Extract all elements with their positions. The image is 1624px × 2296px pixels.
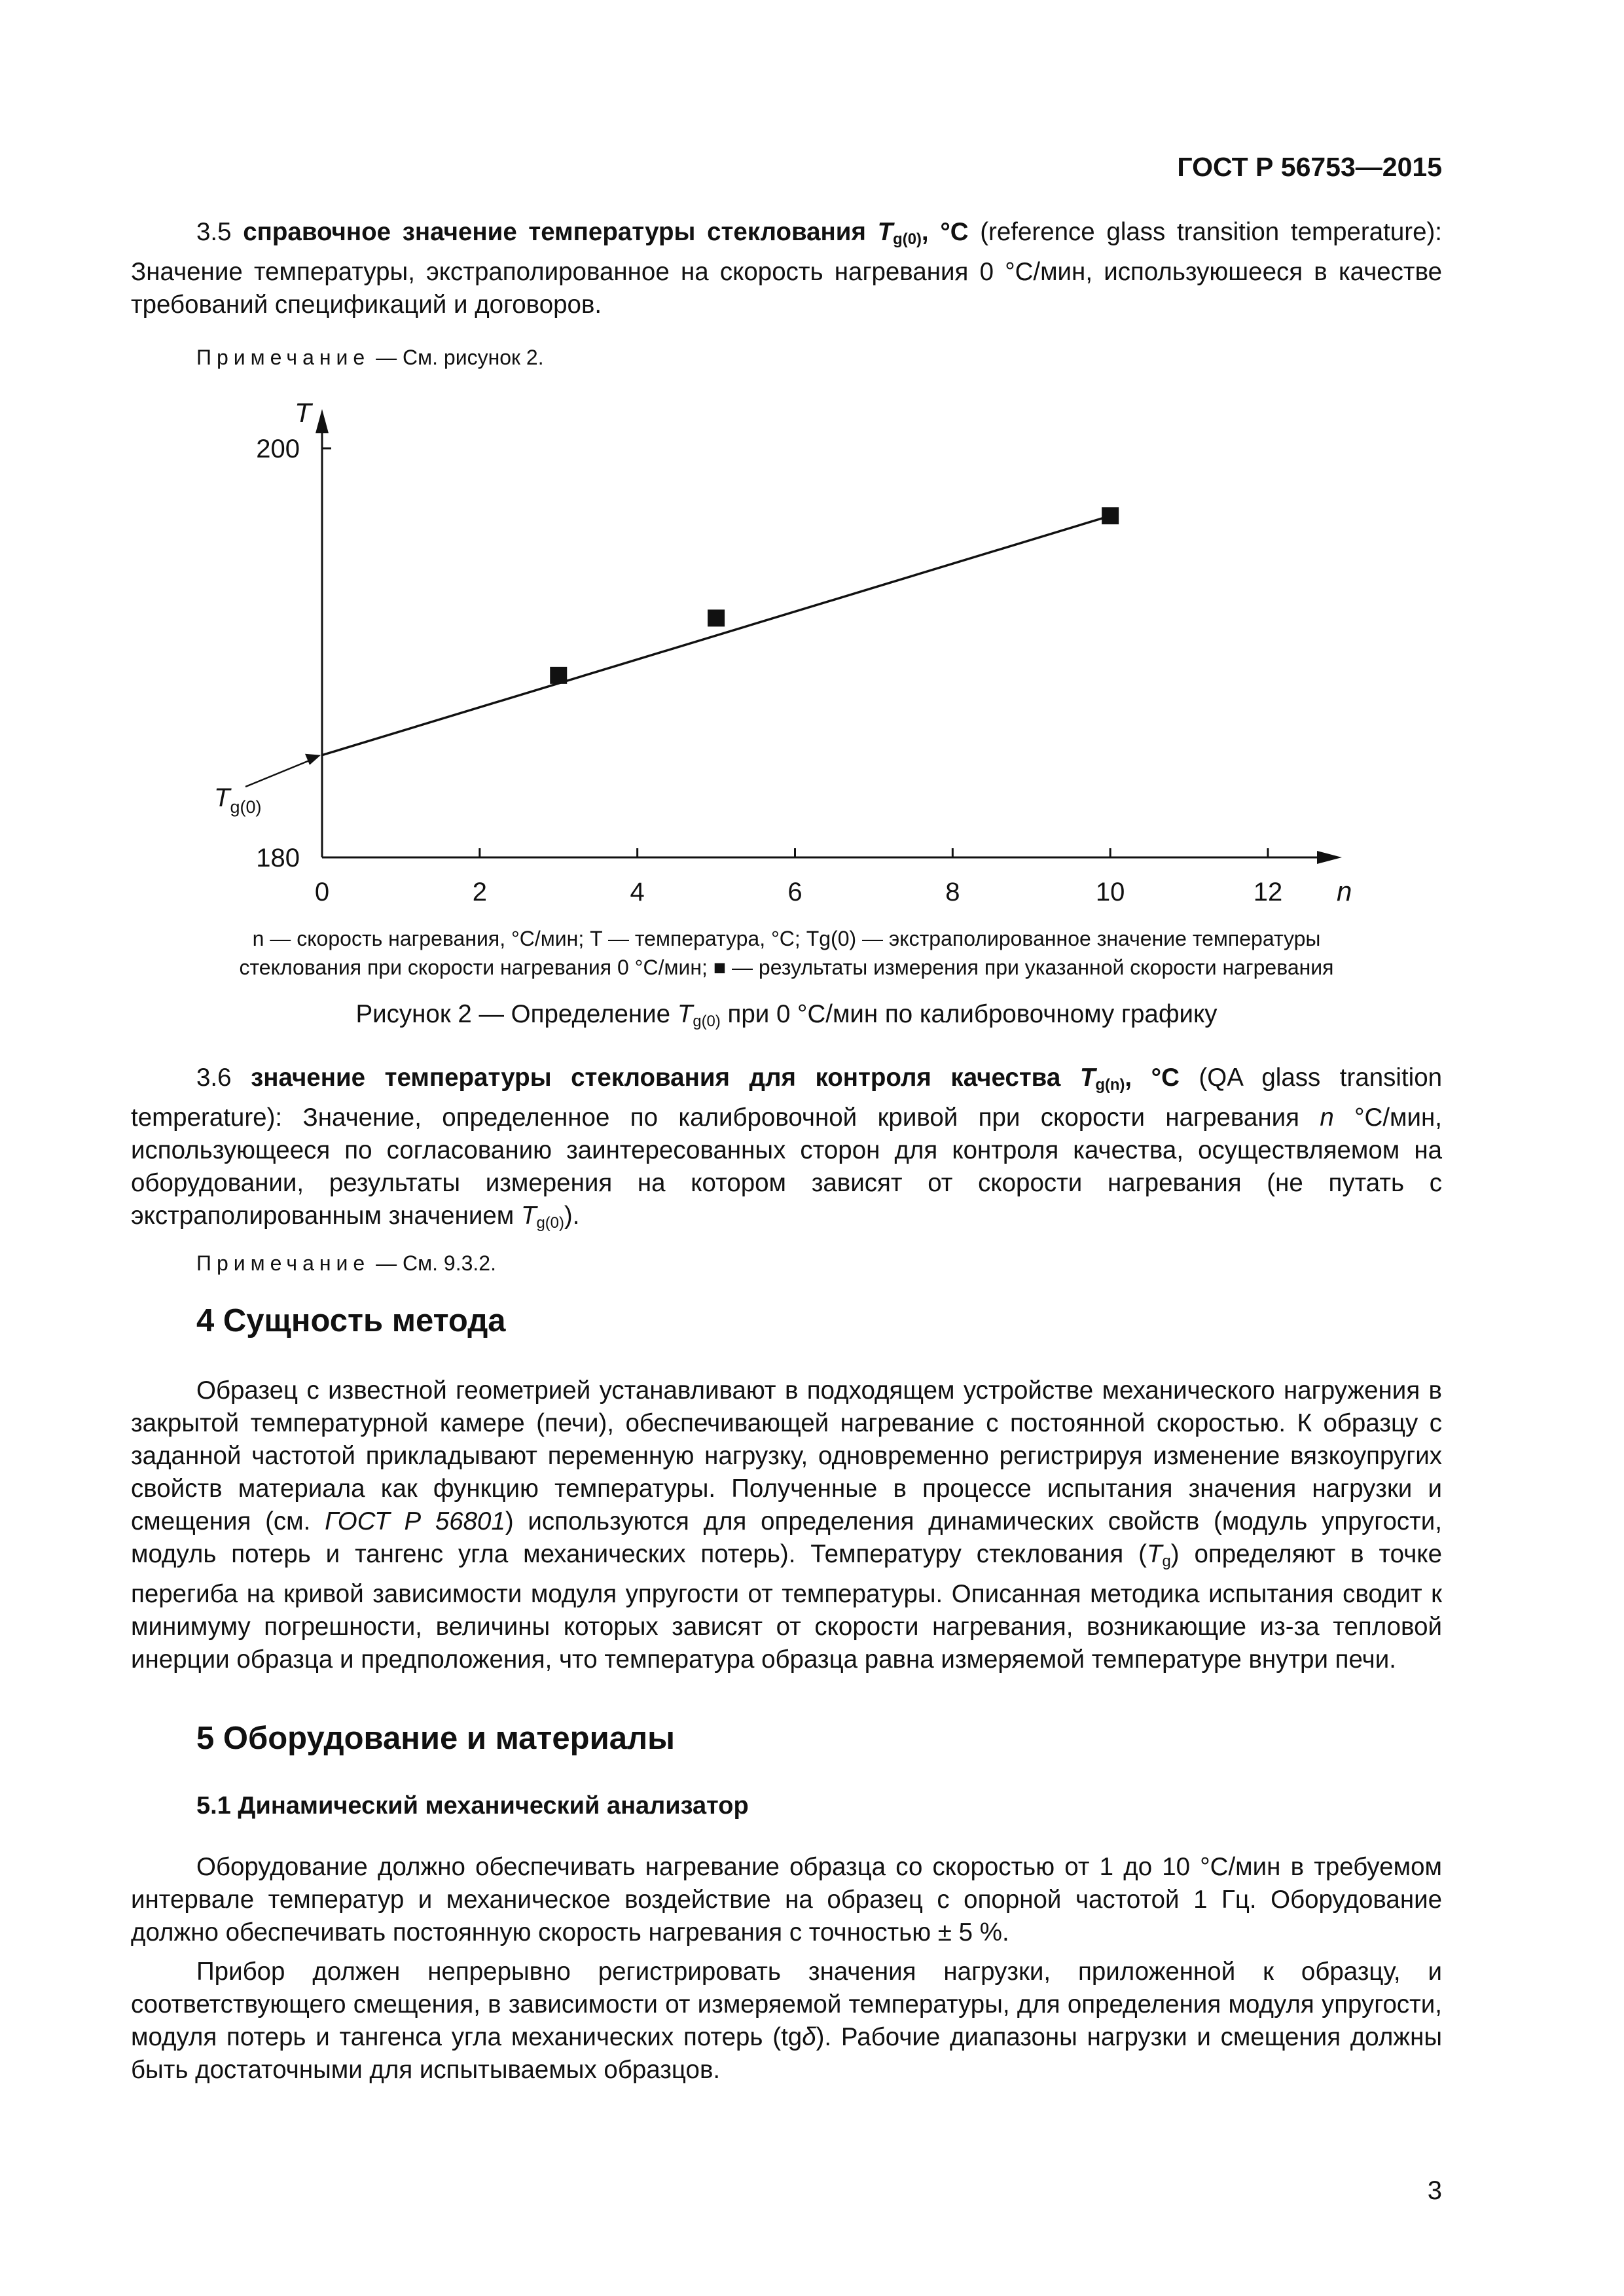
caption-text-post: при 0 °С/мин по калибровочному графику <box>727 1000 1218 1028</box>
term-unit: , °C <box>1125 1064 1180 1092</box>
caption-subscript: g(0) <box>693 1012 721 1030</box>
paragraph-text-b: ) используются для определения динамических свойств (модуль упругости, модуль потерь и тангенс угла механических потерь). Температуру стеклования ( <box>131 1507 1442 1568</box>
note-text: — См. рисунок 2. <box>376 346 544 369</box>
end-text: ). <box>564 1201 580 1230</box>
term-text: справочное значение температуры стеклования <box>243 218 866 246</box>
definition-text-b: °С/мин, использующееся по согласованию заинтересованных сторон для контроля качества, осуществляемом на оборудовании, результаты измерения на котором зависят от скорости нагревания (не путать с экстраполированным значением <box>131 1103 1442 1230</box>
y-tick-label: 180 <box>256 844 300 872</box>
calibration-line <box>322 516 1110 755</box>
y-axis-label: T <box>295 397 312 428</box>
x-tick-label: 2 <box>472 878 487 906</box>
tg-symbol: T <box>1146 1540 1163 1568</box>
definition-text: (reference glass transition temperature): Значение температуры, экстраполированное на скорость нагревания 0 °С/мин, используюшееся в качестве требований спецификаций и договоров. <box>131 218 1442 319</box>
note-1 <box>196 346 544 370</box>
annotation-arrow-line <box>245 759 313 787</box>
term-symbol: T <box>1079 1064 1096 1092</box>
y-axis-arrow <box>316 409 329 433</box>
figure-caption <box>131 1000 1442 1031</box>
note-label: Примечание <box>196 346 370 369</box>
calibration-chart <box>0 380 1624 923</box>
legend-line-2: стеклования при скорости нагревания 0 °С/мин; ■ — результаты измерения при указанной скорости нагревания <box>239 956 1334 979</box>
section-5-heading: 5 Оборудование и материалы <box>196 1721 675 1756</box>
annotation-arrowhead <box>305 754 321 765</box>
end-symbol: T <box>520 1201 537 1230</box>
data-point-marker <box>1102 507 1119 524</box>
term-subscript: g(0) <box>893 230 922 248</box>
section-number: 3.6 <box>196 1064 232 1092</box>
x-tick-label: 6 <box>787 878 803 906</box>
x-tick-label: 8 <box>945 878 960 906</box>
term-text: значение температуры стеклования для контроля качества <box>251 1064 1061 1092</box>
section-3-5-paragraph <box>131 216 1442 321</box>
paragraph-text-a: Образец с известной геометрией устанавливают в подходящем устройстве механического нагружения в закрытой температурной камере (печи), обеспечивающей нагревание с постоянной скоростью. К образцу с заданной частотой прикладывают переменную нагрузку, одновременно регистрируя изменение вязкоупругих свойств материала как функцию температуры. Полученные в процессе испытания значения нагрузки и смещения (см. <box>131 1376 1442 1535</box>
x-tick-label: 12 <box>1253 878 1283 906</box>
term-title <box>251 1064 1180 1092</box>
end-subscript: g(0) <box>536 1213 564 1232</box>
section-5-1-paragraph-1: Оборудование должно обеспечивать нагревание образца со скоростью от 1 до 10 °С/мин в требуемом интервале температур и механическое воздействие на образец с опорной частотой 1 Гц. Оборудование должно обеспечивать постоянную скорость нагревания с точностью ± 5 %. <box>131 1853 1442 1946</box>
section-4-heading: 4 Сущность метода <box>196 1303 506 1338</box>
x-tick-label: 0 <box>314 878 330 906</box>
term-symbol: T <box>877 218 893 246</box>
tg0-subscript: g(0) <box>230 797 262 817</box>
caption-text-pre: Рисунок 2 — Определение <box>355 1000 671 1028</box>
term-subscript: g(n) <box>1095 1075 1125 1094</box>
section-3-6-paragraph <box>131 1062 1442 1240</box>
delta-symbol: δ <box>802 2023 816 2051</box>
paragraph-text-a: Прибор должен непрерывно регистрировать значения нагрузки, приложенной к образцу, и соответствующего смещения, в зависимости от измеряемой температуры, для определения модуля упругости, модуля потерь и тангенса угла механических потерь (tg <box>131 1958 1442 2051</box>
note-2 <box>196 1251 496 1276</box>
x-tick-label: 10 <box>1095 878 1125 906</box>
tg-subscript: g <box>1162 1552 1171 1570</box>
paragraph-text-c: ) определяют в точке перегиба на кривой зависимости модуля упругости от температуры. Описанная методика испытания сводит к минимуму погрешности, величины которых зависят от скорости нагревания, возникающие из-за тепловой инерции образца и предположения, что температура образца равна измеряемой температуре внутри печи. <box>131 1540 1442 1674</box>
note-label: Примечание <box>196 1251 370 1275</box>
tg0-symbol: T <box>214 783 230 812</box>
document-id-header: ГОСТ Р 56753—2015 <box>1177 152 1442 182</box>
paragraph-text-b: ). Рабочие диапазоны нагрузки и смещения должны быть достаточными для испытываемых образцов. <box>131 2023 1442 2084</box>
figure-legend <box>131 924 1442 982</box>
page-number: 3 <box>1427 2176 1442 2205</box>
x-tick-label: 4 <box>630 878 645 906</box>
chart-marks <box>214 507 1119 817</box>
section-5-1-paragraph-2 <box>131 1956 1442 2087</box>
term-unit: , °C <box>921 218 969 246</box>
section-5-1-heading: 5.1 Динамический механический анализатор <box>196 1792 749 1820</box>
section-4-paragraph <box>131 1374 1442 1676</box>
x-axis-label: n <box>1337 876 1352 906</box>
definition-text-a: (QA glass transition temperature): Значение, определенное по калибровочной кривой при скорости нагревания <box>131 1064 1443 1132</box>
section-number: 3.5 <box>196 218 232 246</box>
data-point-marker <box>708 609 725 626</box>
y-tick-label: 200 <box>256 435 300 463</box>
caption-symbol: T <box>677 1000 693 1028</box>
term-title <box>243 218 968 246</box>
legend-line-1: n — скорость нагревания, °С/мин; T — температура, °С; Tg(0) — экстраполированное значение температуры <box>252 927 1321 950</box>
note-text: — См. 9.3.2. <box>376 1251 496 1275</box>
standard-reference: ГОСТ Р 56801 <box>325 1507 505 1535</box>
x-axis-arrow <box>1317 851 1342 864</box>
chart-axes <box>256 397 1352 906</box>
data-point-marker <box>550 667 567 684</box>
tg0-annotation <box>214 783 261 817</box>
n-symbol: n <box>1320 1103 1334 1132</box>
